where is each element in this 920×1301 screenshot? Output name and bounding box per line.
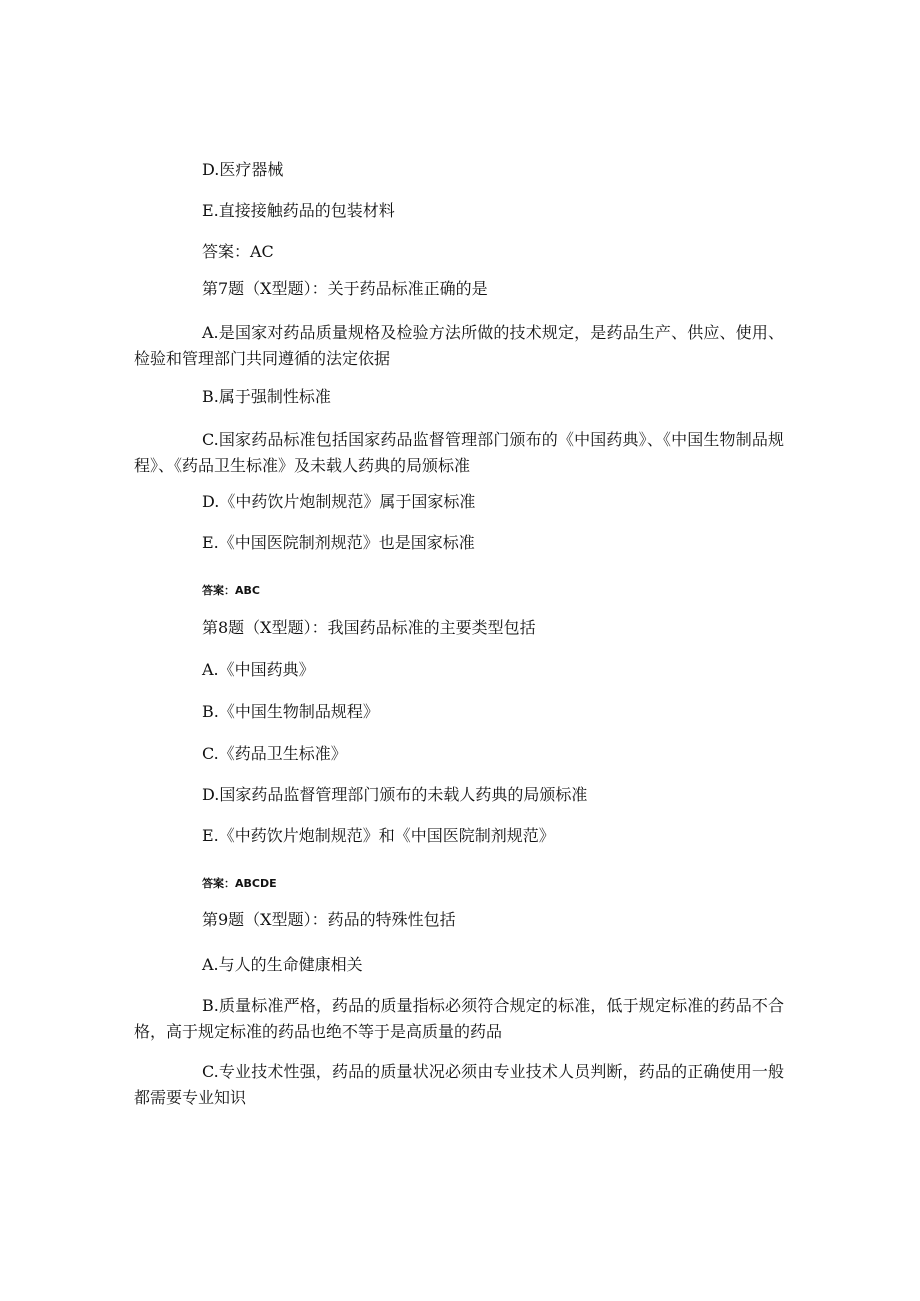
q7-title: 第7题（X型题）：关于药品标准正确的是 [202,279,488,298]
q8-title: 第8题（X型题）：我国药品标准的主要类型包括 [202,618,536,637]
q9-title: 第9题（X型题）：药品的特殊性包括 [202,910,456,929]
q7-option-d: D.《中药饮片炮制规范》属于国家标准 [202,492,476,511]
q7-option-b: B.属于强制性标准 [202,387,331,406]
q7-option-e: E.《中国医院制剂规范》也是国家标准 [202,533,475,552]
q6-answer: 答案：AC [202,242,274,261]
q8-option-d: D.国家药品监督管理部门颁布的未载人药典的局颁标准 [202,785,588,804]
q6-option-e: E.直接接触药品的包装材料 [202,201,395,220]
q8-option-b: B.《中国生物制品规程》 [202,702,379,721]
q7-answer: 答案：ABC [202,584,260,597]
q9-option-a: A.与人的生命健康相关 [202,955,363,974]
q7-option-a: A.是国家对药品质量规格及检验方法所做的技术规定，是药品生产、供应、使用、检验和管理部门共同遵循的法定依据 [134,323,784,368]
q8-option-c: C.《药品卫生标准》 [202,744,347,763]
q7-option-c: C.国家药品标准包括国家药品监督管理部门颁布的《中国药典》、《中国生物制品规程》、《药品卫生标准》及未载人药典的局颁标准 [134,430,784,475]
q9-option-c: C.专业技术性强，药品的质量状况必须由专业技术人员判断，药品的正确使用一般都需要专业知识 [134,1062,784,1107]
q8-option-a: A.《中国药典》 [202,660,315,679]
q9-option-b: B.质量标准严格，药品的质量指标必须符合规定的标准，低于规定标准的药品不合格，高于规定标准的药品也绝不等于是高质量的药品 [134,996,784,1041]
q8-answer: 答案：ABCDE [202,877,277,890]
q6-option-d: D.医疗器械 [202,160,284,179]
q8-option-e: E.《中药饮片炮制规范》和《中国医院制剂规范》 [202,826,555,845]
